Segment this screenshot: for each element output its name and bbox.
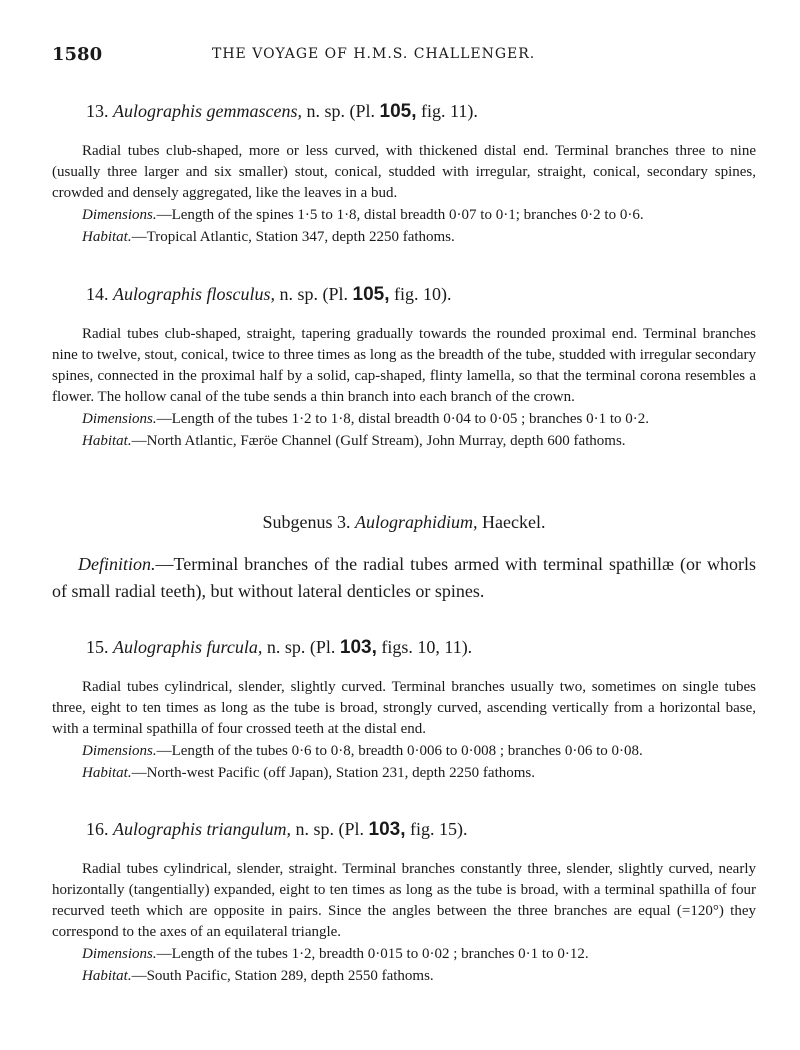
species-status: n. sp. (279, 284, 319, 304)
subgenus-author: Haeckel. (482, 512, 546, 532)
species-status: n. sp. (266, 637, 306, 657)
dimensions-text: —Length of the spines 1·5 to 1·8, distal breadth 0·07 to 0·1; branches 0·2 to 0·6. (156, 207, 644, 223)
running-header (52, 44, 758, 68)
plate-ref-prefix: (Pl. (349, 101, 376, 121)
habitat-text: —North-west Pacific (off Japan), Station 231, depth 2250 fathoms. (131, 765, 535, 781)
species-name: Aulographis triangulum, (113, 819, 292, 839)
habitat-label: Habitat. (82, 433, 132, 449)
species-heading (52, 636, 756, 659)
species-description: Radial tubes cylindrical, slender, slightly curved. Terminal branches usually two, sometimes on single tubes three, eight to ten times as long as the tube is broad, strongly curved, ascending vertically from a horizontal base, with a terminal spathilla of four crossed teeth at the distal end. (52, 679, 756, 737)
figure-ref: fig. 11). (421, 101, 478, 121)
habitat-text: —South Pacific, Station 289, depth 2550 fathoms. (131, 968, 434, 984)
habitat-line (52, 762, 756, 784)
species-name: Aulographis furcula, (113, 637, 263, 657)
figure-ref: fig. 10). (394, 284, 452, 304)
species-description: Radial tubes club-shaped, straight, tapering gradually towards the rounded proximal end. Terminal branches nine to twelve, stout, conical, twice to three times as long as the breadth of the tube, studded with irregular secondary spines, connected in the proximal half by a solid, cap-shaped, flinty lamella, so that the terminal corona resembles a flower. The hollow canal of the tube sends a thin branch into each branch of the crown. (52, 326, 756, 405)
plate-ref-prefix: (Pl. (309, 637, 336, 657)
habitat-text: —North Atlantic, Færöe Channel (Gulf Stream), John Murray, depth 600 fathoms. (131, 433, 626, 449)
species-entry-14 (52, 283, 756, 452)
definition-text: —Terminal branches of the radial tubes armed with terminal spathillæ (or whorls of small radial teeth), but without lateral denticles or spines. (52, 554, 756, 601)
plate-ref-prefix: (Pl. (338, 819, 365, 839)
dimensions-label: Dimensions. (82, 743, 157, 759)
plate-number: 103, (368, 819, 406, 840)
species-heading (52, 818, 756, 841)
species-entry-16 (52, 818, 756, 987)
habitat-label: Habitat. (82, 968, 132, 984)
subgenus-name: Aulographidium, (355, 512, 478, 532)
species-name: Aulographis flosculus, (113, 284, 276, 304)
dimensions-label: Dimensions. (82, 411, 157, 427)
subgenus-prefix: Subgenus 3. (262, 512, 351, 532)
plate-number: 105, (352, 284, 390, 305)
subgenus-heading (52, 512, 756, 533)
species-entry-15 (52, 636, 756, 784)
habitat-label: Habitat. (82, 229, 132, 245)
running-title: THE VOYAGE OF H.M.S. CHALLENGER. (212, 46, 536, 62)
plate-ref-prefix: (Pl. (322, 284, 349, 304)
dimensions-line (52, 740, 756, 762)
species-number: 16. (86, 819, 109, 839)
subgenus-definition (52, 551, 756, 605)
species-description: Radial tubes club-shaped, more or less curved, with thickened distal end. Terminal branches three to nine (usually three larger and six smaller) stout, conical, studded with irregular, straight, conical, secondary spines, crowded and densely aggregated, like the leaves in a bud. (52, 143, 756, 201)
dimensions-label: Dimensions. (82, 946, 157, 962)
figure-ref: fig. 15). (410, 819, 468, 839)
dimensions-text: —Length of the tubes 0·6 to 0·8, breadth 0·006 to 0·008 ; branches 0·06 to 0·08. (156, 743, 643, 759)
species-number: 13. (86, 101, 109, 121)
definition-label: Definition. (78, 554, 156, 574)
dimensions-line (52, 204, 756, 226)
figure-ref: figs. 10, 11). (381, 637, 473, 657)
species-entry-13 (52, 100, 756, 248)
species-heading (52, 100, 756, 123)
plate-number: 105, (379, 101, 417, 122)
dimensions-line (52, 408, 756, 430)
species-description: Radial tubes cylindrical, slender, straight. Terminal branches constantly three, slender, slightly curved, nearly horizontally (tangentially) expanded, eight to ten times as long as the tube is broad, with a terminal spathilla of four recurved teeth which are opposite in pairs. Since the angles between the three branches are equal (=120°) they correspond to the axes of an equilateral triangle. (52, 861, 756, 940)
species-name: Aulographis gemmascens, (113, 101, 302, 121)
page-number: 1580 (52, 44, 103, 65)
species-number: 15. (86, 637, 109, 657)
dimensions-label: Dimensions. (82, 207, 157, 223)
dimensions-text: —Length of the tubes 1·2 to 1·8, distal breadth 0·04 to 0·05 ; branches 0·1 to 0·2. (156, 411, 649, 427)
habitat-line (52, 430, 756, 452)
habitat-label: Habitat. (82, 765, 132, 781)
species-heading (52, 283, 756, 306)
species-status: n. sp. (295, 819, 335, 839)
habitat-text: —Tropical Atlantic, Station 347, depth 2250 fathoms. (131, 229, 455, 245)
species-status: n. sp. (306, 101, 345, 121)
dimensions-line (52, 943, 756, 965)
plate-number: 103, (339, 637, 377, 658)
dimensions-text: —Length of the tubes 1·2, breadth 0·015 to 0·02 ; branches 0·1 to 0·12. (156, 946, 589, 962)
species-number: 14. (86, 284, 109, 304)
habitat-line (52, 965, 756, 987)
subgenus-section (52, 512, 756, 605)
habitat-line (52, 226, 756, 248)
